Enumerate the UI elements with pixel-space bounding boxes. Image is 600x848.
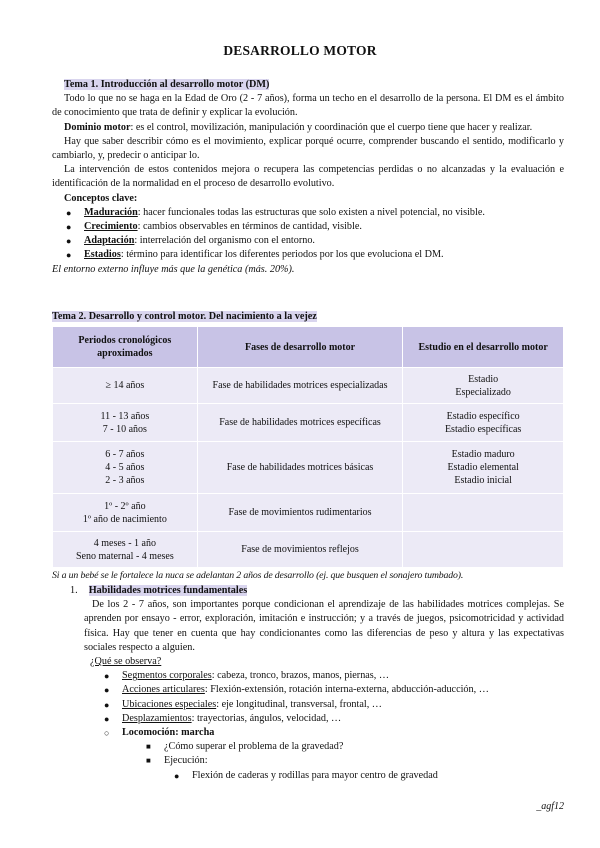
- estudio-cell: [403, 368, 564, 404]
- tema1-paragraph-edad-de-oro: Todo lo que no se haga en la Edad de Oro (2 - 7 años), forma un techo en el desarrollo de la persona. El DM es el ámbito de conocimiento que trata de definir y explicar la evolución.: [52, 93, 564, 119]
- tema1-paragraph-describir: Hay que saber describir cómo es el movimiento, explicar porqué ocurre, comprender buscando el sentido, modificarlo y cambiarlo, y, predecir o anticipar lo.: [52, 135, 564, 162]
- section1-title: Habilidades motrices fundamentales: [88, 585, 248, 596]
- section1-number: 1.: [70, 585, 78, 596]
- ejecucion-list: [52, 769, 564, 783]
- list-item: [62, 220, 564, 234]
- tema2-note-wrapper: [52, 569, 564, 583]
- section1-heading: [52, 584, 564, 598]
- periodo-cell: [53, 442, 198, 494]
- list-item: [62, 234, 564, 248]
- footer-signature: _agf12: [536, 801, 564, 812]
- list-item: [100, 698, 564, 712]
- periodo-cell: [53, 532, 198, 568]
- periodo-cell: [53, 404, 198, 442]
- locomocion-item: Ejecución:: [164, 755, 208, 767]
- concepto-text: : hacer funcionales todas las estructuras que solo existen a nivel potencial, no visible.: [137, 206, 485, 218]
- concepto-term: Adaptación: [84, 235, 135, 247]
- concepto-text: : interrelación del organismo con el entorno.: [134, 235, 315, 247]
- bullet-icon: ●: [104, 685, 110, 696]
- observa-term: Desplazamientos: [122, 712, 192, 724]
- bullet-icon: ●: [66, 236, 72, 247]
- phases-table: [52, 326, 564, 568]
- estudio-cell: [403, 532, 564, 568]
- dominio-motor-text: : es el control, movilización, manipulación y coordinación que el cuerpo tiene que hacer y realizar.: [130, 121, 533, 133]
- estudio-cell: [403, 494, 564, 532]
- periodo-line: ≥ 14 años: [105, 380, 145, 391]
- estudio-line: Estadio: [468, 373, 499, 385]
- table-row: [53, 532, 564, 568]
- tema1-paragraph-intervencion: La intervención de estos contenidos mejora o recupera las competencias perdidas o no alcanzadas y la evaluación e identificación de la normalidad en el proceso de desarrollo evolutivo.: [52, 164, 564, 190]
- bullet-icon: ●: [104, 671, 110, 682]
- estudio-line: Estadio elemental: [447, 462, 519, 473]
- tema1-note: El entorno externo influye más que la genética (más. 20%).: [52, 263, 295, 275]
- observa-term: Acciones articulares: [122, 684, 205, 696]
- concepto-term: Estadios: [84, 249, 121, 261]
- square-bullet-icon: ■: [146, 742, 151, 752]
- bullet-icon: ●: [66, 222, 72, 233]
- list-item: [142, 740, 564, 754]
- column-header-fases: Fases de desarrollo motor: [197, 327, 403, 368]
- section1-paragraph: De los 2 - 7 años, son importantes porque condicionan el aprendizaje de las habilidades motrices complejas. Se aprenden por ensayo - error, exploración, imitación e instrucción; y a través de juegos, psicomotricidad y actividad física. Hay que tener en cuenta que hay condicionantes como las diferencias de peso y altura y las expectativas sociales respecto a alguien.: [84, 599, 564, 653]
- list-item: [100, 669, 564, 683]
- fase-cell: Fase de movimientos rudimentarios: [197, 494, 403, 532]
- periodo-cell: [53, 368, 198, 404]
- periodo-line: Seno maternal - 4 meses: [75, 550, 174, 562]
- concepto-term: Maduración: [84, 206, 138, 218]
- tema2-note: Si a un bebé se le fortalece la nuca se adelantan 2 años de desarrollo (ej. que busquen el sonajero tumbado).: [52, 570, 464, 581]
- fase-cell: Fase de habilidades motrices específicas: [197, 404, 403, 442]
- observa-text: : cabeza, tronco, brazos, manos, piernas, …: [211, 670, 390, 682]
- concepto-text: : cambios observables en términos de cantidad, visible.: [137, 221, 362, 233]
- estudio-line: Estadio específico: [446, 410, 520, 422]
- estudio-line: Estadio específicas: [444, 423, 522, 435]
- bullet-icon: ●: [66, 207, 72, 218]
- column-header-estudio: Estudio en el desarrollo motor: [403, 327, 564, 368]
- locomocion-list: [52, 740, 564, 768]
- table-header-row: [53, 327, 564, 368]
- bullet-icon: ●: [104, 699, 110, 710]
- table-row: [53, 494, 564, 532]
- phases-table-wrapper: [52, 326, 564, 568]
- document-title: DESARROLLO MOTOR: [223, 43, 377, 58]
- periodo-line: 2 - 3 años: [105, 475, 145, 486]
- square-bullet-icon: ■: [146, 756, 151, 766]
- estudio-line: Estadio inicial: [454, 475, 512, 486]
- column-header-periodos: Periodos cronológicos aproximados: [53, 327, 198, 368]
- bullet-icon: ●: [104, 713, 110, 724]
- conceptos-clave-label: Conceptos clave:: [64, 192, 138, 204]
- periodo-cell: [53, 494, 198, 532]
- tema2-section: [52, 310, 564, 324]
- estudio-cell: [403, 442, 564, 494]
- conceptos-list: [52, 206, 564, 263]
- list-item: [62, 248, 564, 262]
- concepto-text: : término para identificar los diferentes periodos por los que evoluciona el DM.: [120, 249, 444, 261]
- locomocion-label: Locomoción: marcha: [122, 727, 215, 739]
- table-row: [53, 404, 564, 442]
- observa-term: Segmentos corporales: [122, 670, 212, 682]
- dominio-motor-label: Dominio motor: [64, 121, 131, 133]
- table-row: [53, 442, 564, 494]
- periodo-line: 1º año de nacimiento: [82, 513, 167, 525]
- list-item: [100, 712, 564, 726]
- concepto-term: Crecimiento: [84, 221, 138, 233]
- fase-cell: Fase de habilidades motrices básicas: [197, 442, 403, 494]
- list-item: [170, 769, 564, 783]
- periodo-line: 4 meses - 1 año: [93, 537, 156, 549]
- circle-bullet-icon: ○: [104, 728, 110, 739]
- list-item: [100, 683, 564, 697]
- list-item: [100, 726, 564, 740]
- estudio-line: Especializado: [455, 386, 511, 398]
- periodo-line: 6 - 7 años: [105, 449, 145, 460]
- periodo-line: 11 - 13 años: [100, 410, 150, 422]
- periodo-line: 1º - 2º año: [104, 500, 146, 512]
- periodo-line: 7 - 10 años: [102, 423, 147, 435]
- list-item: [62, 206, 564, 220]
- tema2-heading: Tema 2. Desarrollo y control motor. Del nacimiento a la vejez: [52, 311, 317, 322]
- bullet-icon: ●: [66, 250, 72, 261]
- section1: [52, 584, 564, 783]
- fase-cell: Fase de movimientos reflejos: [197, 532, 403, 568]
- observa-text: : Flexión-extensión, rotación interna-externa, abducción-aducción, …: [204, 684, 489, 696]
- tema1-heading: Tema 1. Introducción al desarrollo motor (DM): [64, 79, 270, 90]
- observa-label-wrapper: [52, 655, 564, 669]
- periodo-line: 4 - 5 años: [105, 462, 145, 473]
- table-row: [53, 368, 564, 404]
- observa-label: ¿Qué se observa?: [90, 656, 162, 668]
- list-item: [142, 754, 564, 768]
- estudio-cell: [403, 404, 564, 442]
- observa-term: Ubicaciones especiales: [122, 698, 217, 710]
- fase-cell: Fase de habilidades motrices especializadas: [197, 368, 403, 404]
- observa-list: [52, 669, 564, 740]
- bullet-icon: ●: [174, 770, 180, 781]
- observa-text: : eje longitudinal, transversal, frontal, …: [216, 698, 382, 710]
- tema1-paragraph-dominio: [52, 121, 564, 135]
- tema1-section: [52, 78, 564, 277]
- estudio-line: Estadio maduro: [451, 449, 515, 460]
- observa-text: : trayectorias, ángulos, velocidad, …: [191, 712, 342, 724]
- ejecucion-item: Flexión de caderas y rodillas para mayor centro de gravedad: [192, 769, 438, 781]
- locomocion-item: ¿Cómo superar el problema de la gravedad?: [164, 741, 344, 753]
